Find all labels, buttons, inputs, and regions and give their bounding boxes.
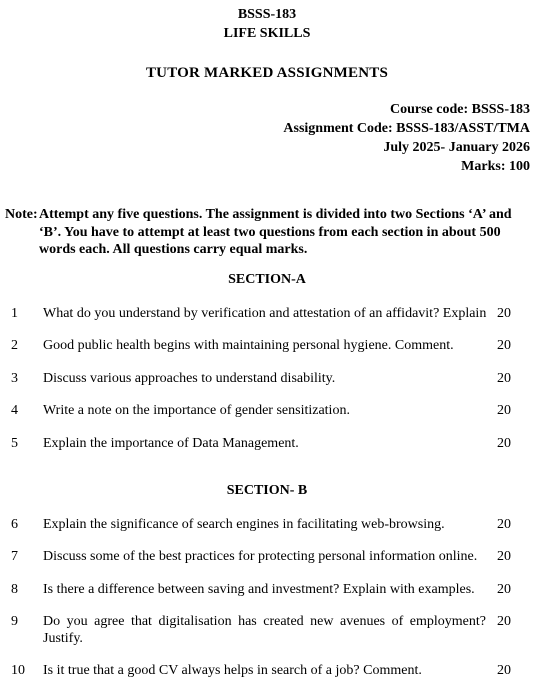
question-marks: 20: [497, 614, 511, 629]
question-number: 7: [11, 549, 18, 564]
question-number: 1: [11, 306, 18, 321]
assignment-heading: TUTOR MARKED ASSIGNMENTS: [145, 65, 389, 81]
question-marks: 20: [497, 338, 511, 353]
question-marks: 20: [497, 403, 511, 418]
total-marks: Marks: 100: [461, 159, 530, 174]
question-text: Discuss various approaches to understand disability.: [43, 371, 336, 386]
question-text: Is it true that a good CV always helps in search of a job? Comment.: [43, 663, 422, 678]
question-number: 2: [11, 338, 18, 353]
note-line-2: ‘B’. You have to attempt at least two questions from each section in about 500: [39, 224, 501, 240]
question-marks: 20: [497, 436, 511, 451]
question-marks: 20: [497, 663, 511, 678]
question-number: 3: [11, 371, 18, 386]
question-text: Good public health begins with maintaining personal hygiene. Comment.: [43, 338, 454, 353]
session: July 2025- January 2026: [383, 140, 530, 155]
note-line-3: words each. All questions carry equal marks.: [39, 242, 308, 257]
course-code: Course code: BSSS-183: [389, 102, 530, 117]
question-number: 4: [11, 403, 18, 418]
question-text: Discuss some of the best practices for protecting personal information online.: [43, 549, 478, 564]
assignment-meta: [283, 100, 530, 176]
question-number: 9: [11, 614, 18, 629]
instructions-note: [5, 206, 529, 259]
question-text: Is there a difference between saving and investment? Explain with examples.: [43, 582, 475, 597]
question-marks: 20: [497, 371, 511, 386]
note-line-1: Attempt any five questions. The assignment is divided into two Sections ‘A’ and: [39, 207, 512, 222]
question-number: 10: [11, 663, 25, 678]
assignment-code: Assignment Code: BSSS-183/ASST/TMA: [283, 121, 530, 136]
section-a-heading: SECTION-A: [228, 272, 306, 287]
question-text: Do you agree that digitalisation has created new avenues of employment? Justify.: [43, 614, 486, 646]
course-title: LIFE SKILLS: [223, 26, 311, 41]
question-text: What do you understand by verification and attestation of an affidavit? Explain: [43, 306, 487, 321]
note-label: Note:: [5, 207, 38, 222]
question-text: Explain the importance of Data Management.: [43, 436, 299, 451]
question-text: Write a note on the importance of gender sensitization.: [43, 403, 350, 418]
question-number: 5: [11, 436, 18, 451]
question-number: 8: [11, 582, 18, 597]
question-marks: 20: [497, 549, 511, 564]
question-text: Explain the significance of search engines in facilitating web-browsing.: [43, 517, 445, 532]
question-marks: 20: [497, 582, 511, 597]
question-number: 6: [11, 517, 18, 532]
question-marks: 20: [497, 306, 511, 321]
section-b-heading: SECTION- B: [226, 483, 308, 498]
course-code-heading: BSSS-183: [237, 7, 297, 22]
question-marks: 20: [497, 517, 511, 532]
